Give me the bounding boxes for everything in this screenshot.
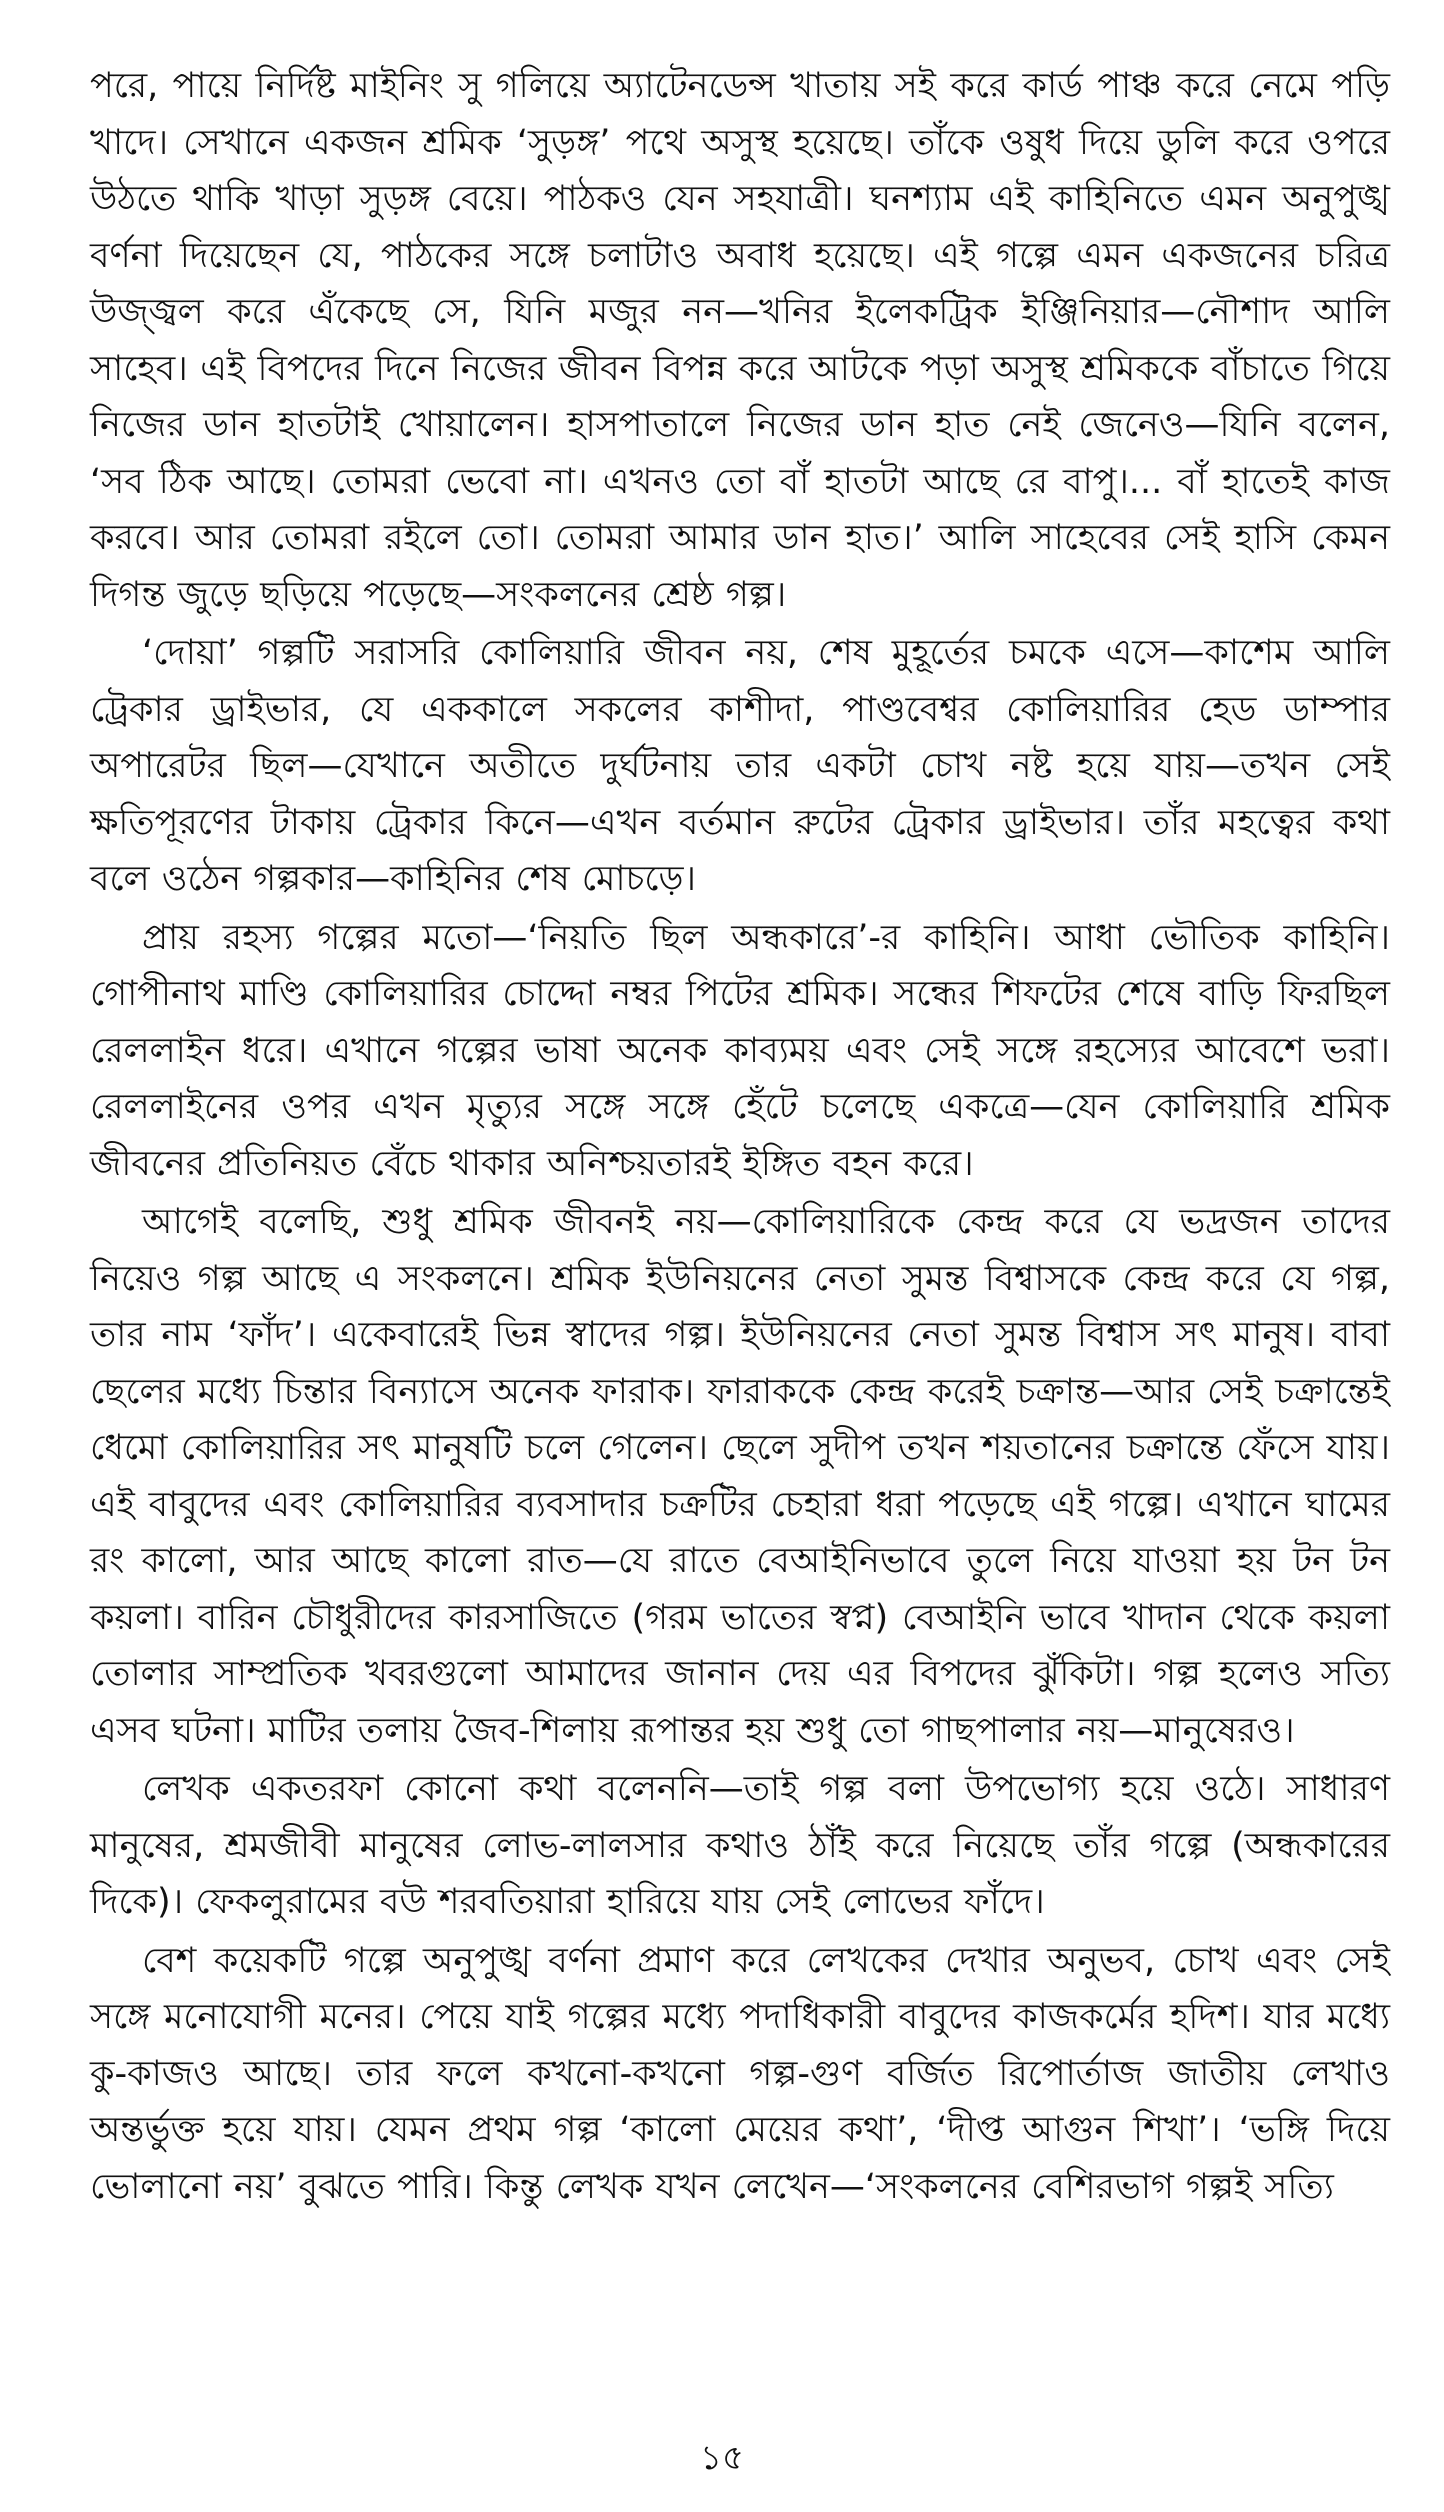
page-number: ১৫	[699, 2438, 745, 2478]
paragraph-2: ‘দোয়া’ গল্পটি সরাসরি কোলিয়ারি জীবন নয়, শেষ মুহূর্তের চমকে এসে—কাশেম আলি ট্রেকার ড্রাইভার, যে এককালে সকলের কাশীদা, পাণ্ডবেশ্বর কোলিয়ারির হেড ডাম্পার অপারেটর ছিল—যেখানে অতীতে দুর্ঘটনায় তার একটা চোখ নষ্ট হয়ে যায়—তখন সেই ক্ষতিপূরণের টাকায় ট্রেকার কিনে—এখন বর্তমান রুটের ট্রেকার ড্রাইভার। তাঁর মহত্বের কথা বলে ওঠেন গল্পকার—কাহিনির শেষ মোচড়ে।	[90, 633, 1390, 899]
paragraph-5: লেখক একতরফা কোনো কথা বলেননি—তাই গল্প বলা উপভোগ্য হয়ে ওঠে। সাধারণ মানুষের, শ্রমজীবী মানুষের লোভ-লালসার কথাও ঠাঁই করে নিয়েছে তাঁর গল্পে (অন্ধকারের দিকে)। ফেকলুরামের বউ শরবতিয়ারা হারিয়ে যায় সেই লোভের ফাঁদে।	[90, 1769, 1390, 1922]
paragraph-4: আগেই বলেছি, শুধু শ্রমিক জীবনই নয়—কোলিয়ারিকে কেন্দ্র করে যে ভদ্রজন তাদের নিয়েও গল্প আছে এ সংকলনে। শ্রমিক ইউনিয়নের নেতা সুমন্ত বিশ্বাসকে কেন্দ্র করে যে গল্প, তার নাম ‘ফাঁদ’। একেবারেই ভিন্ন স্বাদের গল্প। ইউনিয়নের নেতা সুমন্ত বিশ্বাস সৎ মানুষ। বাবা ছেলের মধ্যে চিন্তার বিন্যাসে অনেক ফারাক। ফারাককে কেন্দ্র করেই চক্রান্ত—আর সেই চক্রান্তেই ধেমো কোলিয়ারির সৎ মানুষটি চলে গেলেন। ছেলে সুদীপ তখন শয়তানের চক্রান্তে ফেঁসে যায়। এই বাবুদের এবং কোলিয়ারির ব্যবসাদার চক্রটির চেহারা ধরা পড়েছে এই গল্পে। এখানে ঘামের রং কালো, আর আছে কালো রাত—যে রাতে বেআইনিভাবে তুলে নিয়ে যাওয়া হয় টন টন কয়লা। বারিন চৌধুরীদের কারসাজিতে (গরম ভাতের স্বপ্ন) বেআইনি ভাবে খাদান থেকে কয়লা তোলার সাম্প্রতিক খবরগুলো আমাদের জানান দেয় এর বিপদের ঝুঁকিটা। গল্প হলেও সত্যি এসব ঘটনা। মাটির তলায় জৈব-শিলায় রূপান্তর হয় শুধু তো গাছপালার নয়—মানুষেরও।	[90, 1202, 1390, 1751]
paragraph-1: পরে, পায়ে নির্দিষ্ট মাইনিং সু গলিয়ে অ্যাটেনডেন্স খাতায় সই করে কার্ড পাঞ্চ করে নেমে পড়ি খাদে। সেখানে একজন শ্রমিক ‘সুড়ঙ্গ’ পথে অসুস্থ হয়েছে। তাঁকে ওষুধ দিয়ে ডুলি করে ওপরে উঠতে থাকি খাড়া সুড়ঙ্গ বেয়ে। পাঠকও যেন সহযাত্রী। ঘনশ্যাম এই কাহিনিতে এমন অনুপুঙ্খ বর্ণনা দিয়েছেন যে, পাঠকের সঙ্গে চলাটাও অবাধ হয়েছে। এই গল্পে এমন একজনের চরিত্র উজ্জ্বল করে এঁকেছে সে, যিনি মজুর নন—খনির ইলেকট্রিক ইঞ্জিনিয়ার—নৌশাদ আলি সাহেব। এই বিপদের দিনে নিজের জীবন বিপন্ন করে আটকে পড়া অসুস্থ শ্রমিককে বাঁচাতে গিয়ে নিজের ডান হাতটাই খোয়ালেন। হাসপাতালে নিজের ডান হাত নেই জেনেও—যিনি বলেন, ‘সব ঠিক আছে। তোমরা ভেবো না। এখনও তো বাঁ হাতটা আছে রে বাপু।... বাঁ হাতেই কাজ করবে। আর তোমরা রইলে তো। তোমরা আমার ডান হাত।’ আলি সাহেবের সেই হাসি কেমন দিগন্ত জুড়ে ছড়িয়ে পড়েছে—সংকলনের শ্রেষ্ঠ গল্প।	[90, 66, 1390, 615]
paragraph-6: বেশ কয়েকটি গল্পে অনুপুঙ্খ বর্ণনা প্রমাণ করে লেখকের দেখার অনুভব, চোখ এবং সেই সঙ্গে মনোযোগী মনের। পেয়ে যাই গল্পের মধ্যে পদাধিকারী বাবুদের কাজকর্মের হদিশ। যার মধ্যে কু-কাজও আছে। তার ফলে কখনো-কখনো গল্প-গুণ বর্জিত রিপোর্তাজ জাতীয় লেখাও অন্তর্ভুক্ত হয়ে যায়। যেমন প্রথম গল্প ‘কালো মেয়ের কথা’, ‘দীপ্ত আগুন শিখা’। ‘ভঙ্গি দিয়ে ভোলানো নয়’ বুঝতে পারি। কিন্তু লেখক যখন লেখেন—‘সংকলনের বেশিরভাগ গল্পই সত্যি	[90, 1940, 1390, 2207]
paragraph-3: প্রায় রহস্য গল্পের মতো—‘নিয়তি ছিল অন্ধকারে’-র কাহিনি। আধা ভৌতিক কাহিনি। গোপীনাথ মাণ্ডি কোলিয়ারির চোদ্দো নম্বর পিটের শ্রমিক। সন্ধের শিফটের শেষে বাড়ি ফিরছিল রেললাইন ধরে। এখানে গল্পের ভাষা অনেক কাব্যময় এবং সেই সঙ্গে রহস্যের আবেশে ভরা। রেললাইনের ওপর এখন মৃত্যুর সঙ্গে সঙ্গে হেঁটে চলেছে একত্রে—যেন কোলিয়ারি শ্রমিক জীবনের প্রতিনিয়ত বেঁচে থাকার অনিশ্চয়তারই ইঙ্গিত বহন করে।	[90, 917, 1390, 1184]
body-text	[90, 58, 1390, 2215]
